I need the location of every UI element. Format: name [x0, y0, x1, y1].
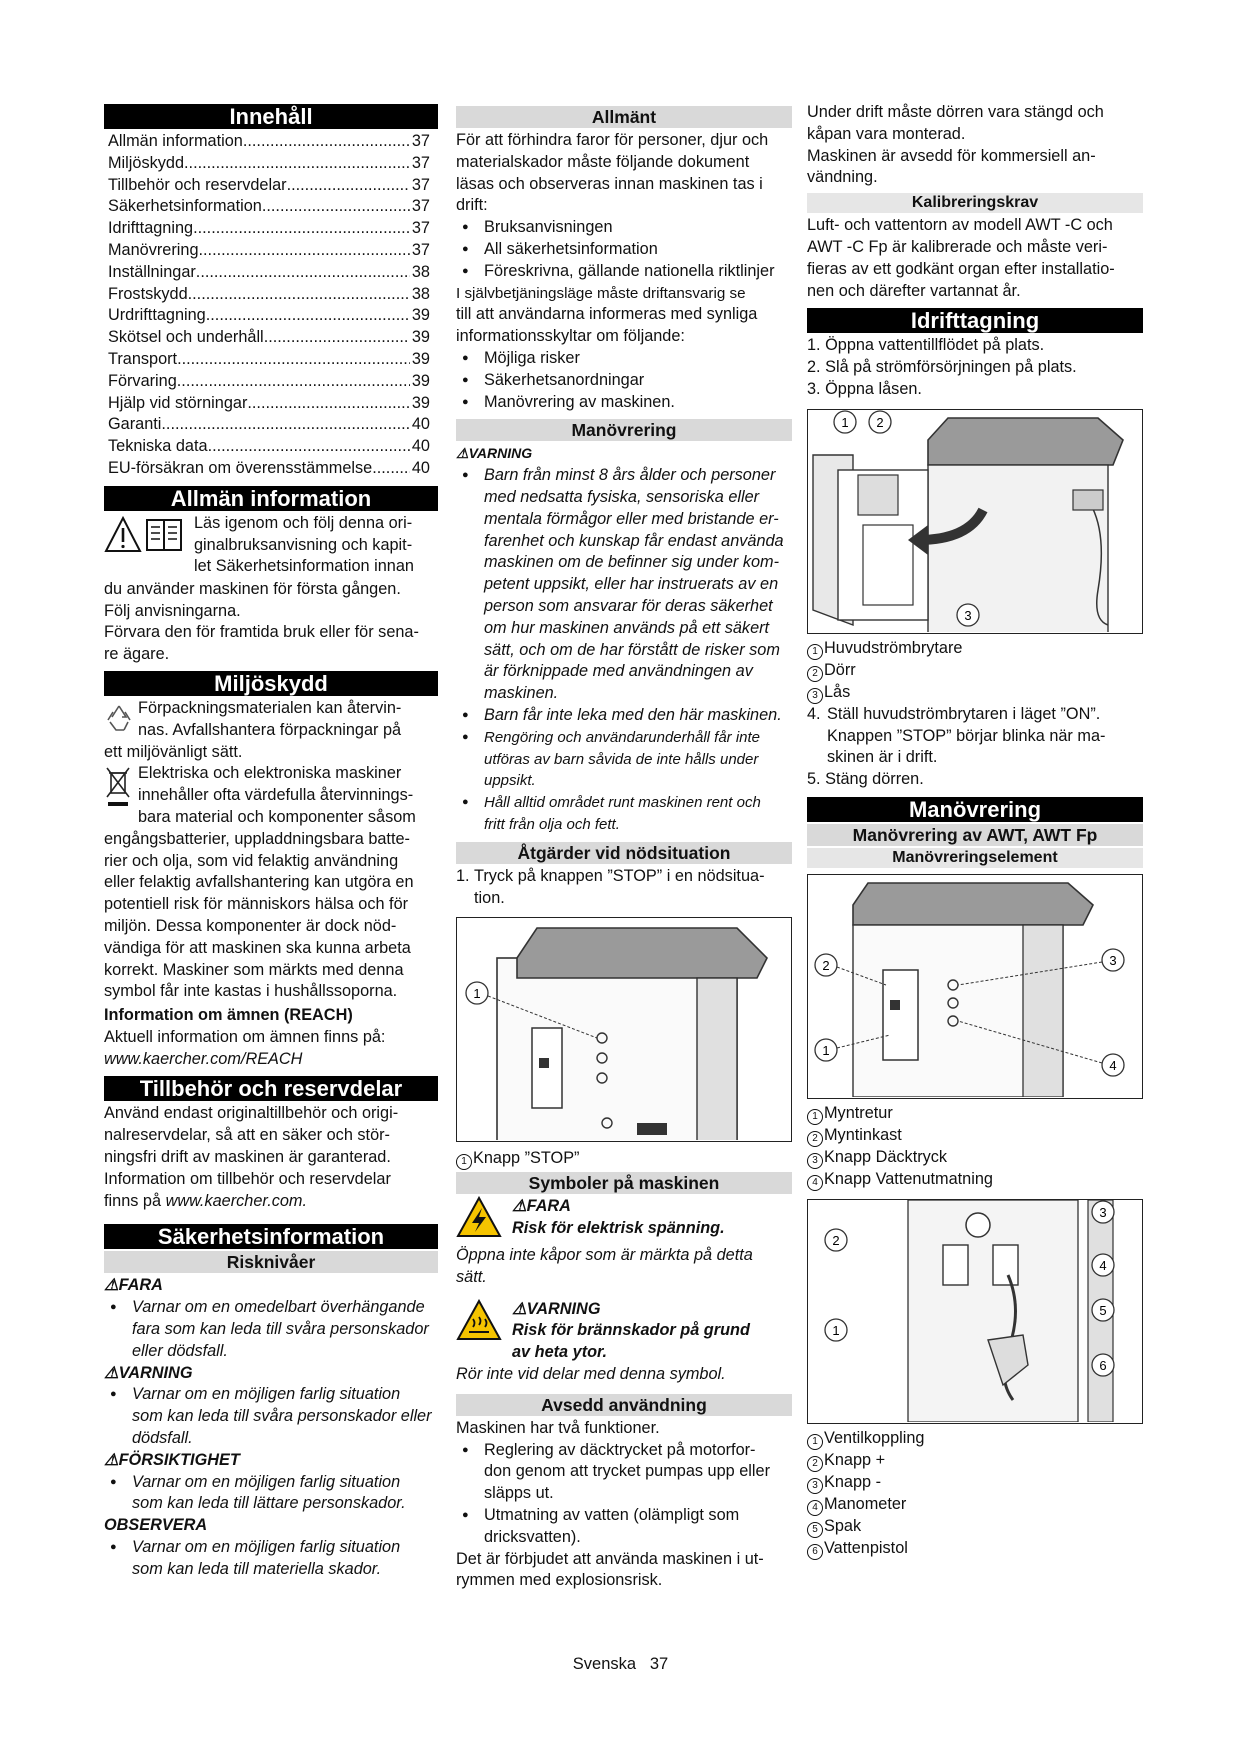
- toc-label: Transport: [108, 349, 178, 368]
- toc-leader: [262, 196, 410, 218]
- toc-label: Manövrering: [108, 240, 199, 259]
- toc-label: Frostskydd: [108, 284, 188, 303]
- bullet-item: [456, 1505, 792, 1549]
- toc-entry[interactable]: [104, 196, 438, 218]
- figure-caption-list: [807, 1428, 1143, 1560]
- text-line: Det är förbjudet att använda maskinen i ut-: [456, 1549, 764, 1568]
- numbered-step: [456, 866, 792, 910]
- callout-number: 2: [807, 1456, 823, 1472]
- text-line: maskinen.: [484, 684, 559, 703]
- bullet-item: [456, 1440, 792, 1505]
- bullet-item: ● Bruksanvisningen: [456, 217, 792, 239]
- figure-caption: [807, 1428, 1143, 1450]
- figure-caption: [807, 682, 1143, 704]
- figure-callout: 1: [832, 1322, 840, 1338]
- toc-leader: [184, 153, 410, 175]
- signal-label: VARNING: [526, 1299, 601, 1318]
- subheading-manovreringselement: Manövreringselement: [807, 848, 1143, 868]
- text-line: släpps ut.: [484, 1484, 554, 1503]
- caption-text: Knapp Däcktryck: [824, 1147, 948, 1166]
- toc-label: Tekniska data: [108, 437, 208, 456]
- caption-text: Ventilkoppling: [824, 1428, 925, 1447]
- toc-label: Tillbehör och reservdelar: [108, 175, 287, 194]
- text-line: som kan leda till svåra personskador eller: [132, 1407, 432, 1426]
- text-line: eller felaktig avfallshantering kan utgöra en: [104, 873, 414, 892]
- column-1: [104, 104, 438, 1581]
- toc-leader: [264, 327, 410, 349]
- callout-number: 5: [807, 1522, 823, 1538]
- toc-entry[interactable]: [104, 436, 438, 458]
- figure-callout: 2: [832, 1232, 840, 1248]
- text-line: ● Utmatning av vatten (olämpligt som: [484, 1506, 740, 1525]
- numbered-step: 5. Stäng dörren.: [807, 770, 924, 789]
- text-line: skinen är i drift.: [827, 748, 938, 767]
- text-line: innehåller ofta värdefulla återvinnings-: [138, 786, 414, 805]
- risk-text: Risk för elektrisk spänning.: [512, 1219, 725, 1238]
- figure-caption: [807, 1472, 1143, 1494]
- text-line: Använd endast originaltillbehör och origi-: [104, 1104, 399, 1123]
- caption-text: Knapp -: [824, 1472, 882, 1491]
- text-line: Information om tillbehör och reservdelar: [104, 1169, 391, 1188]
- text-line: bara material och komponenter såsom: [138, 807, 416, 826]
- callout-number: 1: [456, 1154, 472, 1170]
- toc-leader: [188, 284, 410, 306]
- callout-number: 3: [807, 688, 823, 704]
- figure-caption: [807, 1494, 1143, 1516]
- text-line: person som ansvarar för deras säkerhet: [484, 596, 773, 615]
- toc-page: 38: [411, 262, 430, 281]
- text-line: vändning.: [807, 168, 878, 187]
- caption-text: Knapp ”STOP”: [473, 1149, 580, 1168]
- text-line: ● Varnar om en möjligen farlig situation: [132, 1538, 401, 1557]
- toc-leader: [193, 218, 410, 240]
- caption-text: Dörr: [824, 660, 856, 679]
- toc-page: 38: [411, 284, 430, 303]
- toc-entry[interactable]: [104, 305, 438, 327]
- subheading-manovrering: Manövrering: [456, 419, 792, 441]
- text-line: ● Barn får inte leka med den här maskinen.: [484, 705, 782, 724]
- caption-text: Myntretur: [824, 1103, 893, 1122]
- warning-triangle-icon: ⚠: [104, 1363, 119, 1382]
- text-line: miljön. Dessa komponenter är dock nöd-: [104, 916, 397, 935]
- text-line: om hur maskinen används på ett säkert: [484, 618, 770, 637]
- text-line: I självbetjäningsläge måste driftansvarig se: [456, 284, 746, 302]
- toc-leader: [206, 305, 410, 327]
- toc-page: 37: [411, 197, 430, 216]
- text-line: let Säkerhetsinformation innan: [194, 557, 414, 576]
- caption-text: Knapp Vattenutmatning: [824, 1169, 993, 1188]
- toc-leader: [177, 371, 410, 393]
- toc-label: Miljöskydd: [108, 153, 185, 172]
- step-number: 1.: [456, 866, 470, 885]
- electric-hazard-icon: [456, 1196, 504, 1245]
- text-line: ningsfri drift av maskinen är garanterad.: [104, 1148, 391, 1167]
- caption-text: Lås: [824, 682, 851, 701]
- caption-text: Myntinkast: [824, 1125, 902, 1144]
- text-line: Ställ huvudströmbrytaren i läget ”ON”.: [827, 704, 1101, 723]
- toc-page: 39: [411, 371, 430, 390]
- toc-label: Urdrifttagning: [108, 306, 206, 325]
- numbered-step: 2. Slå på strömförsörjningen på plats.: [807, 358, 1077, 377]
- text-line: vändiga för att maskinen ska kunna arbeta: [104, 938, 411, 957]
- text-line: dödsfall.: [132, 1429, 193, 1448]
- text-line: Under drift måste dörren vara stängd och: [807, 103, 1104, 121]
- figure-callout: 4: [1099, 1257, 1107, 1273]
- subheading-manovrering-awt: Manövrering av AWT, AWT Fp: [807, 824, 1143, 846]
- text-line: du använder maskinen för första gången.: [104, 579, 401, 598]
- toc-entry[interactable]: [104, 175, 438, 197]
- toc-page: 37: [411, 132, 430, 150]
- page-footer: [0, 1655, 1241, 1674]
- subheading-risknivaer: Risknivåer: [104, 1251, 438, 1273]
- signal-label: FARA: [118, 1276, 163, 1295]
- text-line: farenhet och kunskap får endast använda: [484, 531, 784, 550]
- figure-callout: 2: [876, 414, 884, 430]
- column-3: [807, 102, 1143, 1560]
- toc-entry[interactable]: [104, 262, 438, 284]
- figure-callout: 6: [1099, 1357, 1107, 1373]
- allman-intro: [104, 513, 438, 579]
- text-line: eller dödsfall.: [132, 1341, 228, 1360]
- toc-entry[interactable]: [104, 393, 438, 415]
- callout-number: 3: [807, 1478, 823, 1494]
- figure-callout: 5: [1099, 1302, 1107, 1318]
- text-line: don genom att trycket pumpas upp eller: [484, 1462, 770, 1481]
- text-line: nas. Avfallshantera förpackningar på: [138, 720, 402, 739]
- section-heading-allman: Allmän information: [104, 486, 438, 511]
- text-line: ett miljövänligt sätt.: [104, 742, 243, 761]
- figure-callout: 3: [964, 607, 972, 623]
- figure-callout: 1: [841, 414, 849, 430]
- figure-caption: [807, 1103, 1143, 1125]
- figure-caption: [807, 638, 1143, 660]
- signal-observera: OBSERVERA: [104, 1516, 208, 1535]
- signal-varning: [104, 1363, 438, 1385]
- figure-caption: [807, 1125, 1143, 1147]
- callout-number: 1: [807, 644, 823, 660]
- callout-number: 2: [807, 666, 823, 682]
- risk-text: Risk för brännskador på grund: [512, 1321, 750, 1340]
- figure-caption: [807, 1450, 1143, 1472]
- text-line: AWT -C Fp är kalibrerade och måste veri-: [807, 237, 1108, 256]
- toc-page: 39: [411, 393, 430, 412]
- crossed-bin-icon: [104, 763, 138, 828]
- signal-varning: [456, 443, 792, 465]
- signal-fara: [512, 1196, 725, 1218]
- subheading-kalibrering: Kalibreringskrav: [807, 193, 1143, 213]
- text-line: Elektriska och elektroniska maskiner: [138, 764, 402, 783]
- toc-entry[interactable]: [104, 414, 438, 436]
- text-line: sätt.: [456, 1267, 487, 1286]
- warning-triangle-icon: ⚠: [512, 1197, 527, 1216]
- callout-number: 3: [807, 1153, 823, 1169]
- text-line: rier och olja, som vid felaktig användning: [104, 851, 399, 870]
- figure-control-elements: [807, 874, 1143, 1099]
- text-fragment: finns på: [104, 1191, 166, 1210]
- text-line: Följ anvisningarna.: [104, 601, 241, 620]
- figure-air-water-panel: [807, 1199, 1143, 1424]
- bullet-item: ● Säkerhetsanordningar: [456, 370, 792, 392]
- text-line: ● Barn från minst 8 års ålder och personer: [484, 466, 776, 485]
- numbered-step: 3. Öppna låsen.: [807, 379, 922, 398]
- toc-entry[interactable]: [104, 458, 438, 480]
- toc-page: 37: [411, 175, 430, 194]
- figure-caption: [807, 1538, 1143, 1560]
- text-line: informationsskyltar om följande:: [456, 327, 685, 346]
- hot-surface-icon: [456, 1299, 504, 1364]
- kaercher-link[interactable]: www.kaercher.com.: [165, 1191, 308, 1210]
- toc-page: 40: [411, 415, 430, 434]
- figure-callout: 4: [1109, 1057, 1117, 1073]
- recycling-icon: [104, 698, 138, 742]
- toc-entry[interactable]: [104, 371, 438, 393]
- figure-caption: [456, 1148, 792, 1170]
- bullet-item: ● All säkerhetsinformation: [456, 239, 792, 261]
- text-line: ● Håll alltid området runt maskinen rent och: [484, 794, 761, 812]
- figure-caption: [807, 1516, 1143, 1538]
- subheading-allmant: Allmänt: [456, 106, 792, 128]
- signal-fara: [104, 1275, 438, 1297]
- toc-page: 40: [411, 437, 430, 456]
- callout-number: 1: [807, 1109, 823, 1125]
- toc-page: 39: [411, 328, 430, 347]
- bullet-item: [456, 465, 792, 705]
- figure-callout: 3: [1109, 952, 1117, 968]
- text-line: ginalbruksanvisning och kapit-: [194, 535, 413, 554]
- toc-entry[interactable]: [104, 153, 438, 175]
- bullet-item: [104, 1472, 438, 1516]
- text-line: symbol får inte kastas i hushållssoporna.: [104, 982, 398, 1001]
- figure-callout: 3: [1099, 1204, 1107, 1220]
- text-line: sätt, och om de har förstått de risker som: [484, 640, 780, 659]
- text-line: Knappen ”STOP” börjar blinka när ma-: [827, 726, 1106, 745]
- toc-label: Skötsel och underhåll: [108, 328, 264, 347]
- toc-entry[interactable]: [104, 284, 438, 306]
- read-manual-icon: [104, 513, 194, 579]
- text-line: maskinen om de befinner sig under kom-: [484, 553, 780, 572]
- bullet-item: ● Föreskrivna, gällande nationella riktlinjer: [456, 261, 792, 283]
- warning-triangle-icon: ⚠: [104, 1276, 119, 1295]
- signal-label: FARA: [526, 1197, 571, 1216]
- text-line: Maskinen har två funktioner.: [456, 1418, 660, 1437]
- text-line: kåpan vara monterad.: [807, 124, 966, 143]
- text-line: rymmen med explosionsrisk.: [456, 1571, 663, 1590]
- text-line: Läs igenom och följ denna ori-: [194, 513, 413, 532]
- text-line: fritt från olja och fett.: [484, 815, 620, 833]
- text-line: nalreservdelar, så att en säker och stör-: [104, 1126, 390, 1145]
- figure-stop-button: [456, 917, 792, 1142]
- warning-triangle-icon: ⚠: [104, 1450, 119, 1469]
- text-line: fara som kan leda till svåra personskador: [132, 1320, 429, 1339]
- toc-page: 37: [411, 153, 430, 172]
- miljo-weee: [104, 763, 438, 828]
- toc-entry[interactable]: [104, 131, 438, 153]
- subheading-symboler: Symboler på maskinen: [456, 1172, 792, 1194]
- bullet-item: [456, 705, 792, 727]
- bullet-item: ● Manövrering av maskinen.: [456, 392, 792, 414]
- text-line: ● Reglering av däcktrycket på motorfor-: [484, 1440, 756, 1459]
- text-line: Maskinen är avsedd för kommersiell an-: [807, 146, 1096, 165]
- text-line: För att förhindra faror för personer, djur och: [456, 131, 769, 149]
- signal-label: VARNING: [468, 445, 533, 462]
- section-heading-tillbehor: Tillbehör och reservdelar: [104, 1076, 438, 1101]
- text-line: korrekt. Maskiner som märkts med denna: [104, 960, 404, 979]
- toc-label: Inställningar: [108, 262, 196, 281]
- figure-caption: [807, 1169, 1143, 1191]
- text-line: engångsbatterier, uppladdningsbara batte-: [104, 829, 410, 848]
- toc-label: Idrifttagning: [108, 219, 194, 238]
- caption-text: Manometer: [824, 1494, 907, 1513]
- toc-leader: [372, 458, 410, 480]
- text-line: uppsikt.: [484, 772, 536, 790]
- reach-link[interactable]: www.kaercher.com/REACH: [104, 1049, 303, 1068]
- bullet-item: [456, 792, 792, 836]
- caption-text: Spak: [824, 1516, 862, 1535]
- varning-warning-block: [456, 1299, 792, 1364]
- figure-open-door: [807, 409, 1143, 634]
- signal-forsiktighet: [104, 1450, 438, 1472]
- text-line: ● Varnar om en omedelbart överhängande: [132, 1298, 425, 1317]
- figure-callout: 1: [822, 1042, 830, 1058]
- table-of-contents: [104, 131, 438, 480]
- text-line: ● Varnar om en möjligen farlig situation: [132, 1472, 401, 1491]
- subheading-nodsituation: Åtgärder vid nödsituation: [456, 842, 792, 864]
- toc-label: EU-försäkran om överensstämmelse: [108, 458, 373, 477]
- text-line: Tryck på knappen ”STOP” i en nödsitua-: [474, 866, 765, 885]
- callout-number: 4: [807, 1175, 823, 1191]
- toc-page: 40: [411, 458, 430, 477]
- section-heading-idrifttagning: Idrifttagning: [807, 308, 1143, 333]
- toc-label: Hjälp vid störningar: [108, 393, 248, 412]
- toc-page: 39: [411, 349, 430, 368]
- text-line: nen och därefter vartannat år.: [807, 281, 1021, 300]
- text-line: mentala förmågor eller med bristande er-: [484, 509, 779, 528]
- toc-leader: [177, 349, 410, 371]
- toc-page: 37: [411, 219, 430, 238]
- toc-label: Allmän information: [108, 132, 243, 150]
- bullet-item: ● Möjliga risker: [456, 348, 792, 370]
- figure-callout: 2: [822, 957, 830, 973]
- toc-leader: [161, 414, 409, 436]
- toc-entry[interactable]: [104, 349, 438, 371]
- text-line: Öppna inte kåpor som är märkta på detta: [456, 1246, 753, 1265]
- text-line: läsas och observeras innan maskinen tas i: [456, 174, 763, 193]
- toc-heading: Innehåll: [104, 104, 438, 129]
- text-line: utföras av barn såvida de inte hålls under: [484, 750, 759, 768]
- text-line: till att användarna informeras med synliga: [456, 305, 758, 324]
- figure-caption-list: [807, 638, 1143, 704]
- text-line: ● Rengöring och användarunderhåll får inte: [484, 728, 761, 746]
- text-line: Förpackningsmaterialen kan återvin-: [138, 698, 402, 717]
- text-line: som kan leda till lättare personskador.: [132, 1494, 406, 1513]
- step-number: 4.: [807, 704, 821, 723]
- text-line: Förvara den för framtida bruk eller för sena-: [104, 623, 419, 642]
- caption-text: Huvudströmbrytare: [824, 638, 963, 657]
- text-line: tion.: [474, 888, 505, 907]
- toc-leader: [208, 436, 410, 458]
- section-heading-miljo: Miljöskydd: [104, 671, 438, 696]
- text-line: Rör inte vid delar med denna symbol.: [456, 1365, 726, 1384]
- callout-number: 6: [807, 1544, 823, 1560]
- fara-warning-block: [456, 1196, 792, 1245]
- warning-triangle-icon: ⚠: [456, 445, 469, 462]
- figure-caption-list: [807, 1103, 1143, 1191]
- toc-entry[interactable]: [104, 327, 438, 349]
- callout-number: 4: [807, 1500, 823, 1516]
- figure-callout: 1: [473, 986, 481, 1002]
- toc-label: Säkerhetsinformation: [108, 197, 262, 216]
- text-line: som kan leda till materiella skador.: [132, 1559, 382, 1578]
- signal-label: FÖRSIKTIGHET: [118, 1450, 240, 1469]
- miljo-packaging: [104, 698, 438, 742]
- toc-leader: [287, 175, 410, 197]
- toc-leader: [199, 240, 410, 262]
- caption-text: Vattenpistol: [824, 1538, 908, 1557]
- text-line: petent uppsikt, eller har instruerats av en: [484, 575, 779, 594]
- toc-leader: [247, 393, 410, 415]
- text-line: materialskador måste följande dokument: [456, 152, 750, 171]
- text-line: fieras av ett godkänt organ efter installatio-: [807, 259, 1115, 278]
- risk-text: av heta ytor.: [512, 1343, 608, 1362]
- figure-caption: [807, 1147, 1143, 1169]
- toc-leader: [196, 262, 410, 284]
- warning-triangle-icon: ⚠: [512, 1299, 527, 1318]
- toc-label: Garanti: [108, 415, 162, 434]
- figure-caption: [807, 660, 1143, 682]
- text-line: Luft- och vattentorn av modell AWT -C och: [807, 216, 1113, 235]
- toc-leader: [243, 131, 410, 153]
- toc-entry[interactable]: [104, 218, 438, 240]
- toc-entry[interactable]: [104, 240, 438, 262]
- toc-page: 37: [411, 240, 430, 259]
- section-heading-manovrering: Manövrering: [807, 797, 1143, 822]
- subheading-avsedd: Avsedd användning: [456, 1394, 792, 1416]
- signal-varning: [512, 1299, 750, 1321]
- bullet-item: [104, 1384, 438, 1449]
- footer-language: Svenska: [572, 1655, 637, 1673]
- toc-page: 39: [411, 306, 430, 325]
- text-line: Aktuell information om ämnen finns på:: [104, 1027, 386, 1046]
- bullet-item: [456, 727, 792, 792]
- text-line: [104, 1191, 438, 1213]
- numbered-step: 1. Öppna vattentillflödet på plats.: [807, 336, 1045, 355]
- text-line: re ägare.: [104, 645, 170, 664]
- text-line: drift:: [456, 196, 488, 215]
- column-2: [456, 104, 792, 1592]
- section-heading-sakerhet: Säkerhetsinformation: [104, 1224, 438, 1249]
- numbered-step: [807, 704, 1143, 769]
- text-line: är förknippade med användningen av: [484, 662, 753, 681]
- signal-label: VARNING: [118, 1363, 193, 1382]
- bullet-item: [104, 1537, 438, 1581]
- caption-text: Knapp +: [824, 1450, 886, 1469]
- reach-heading: Information om ämnen (REACH): [104, 1006, 353, 1025]
- text-line: med nedsatta fysiska, sensoriska eller: [484, 487, 760, 506]
- bullet-item: [104, 1297, 438, 1362]
- text-line: potentiell risk för människors hälsa och för: [104, 895, 409, 914]
- text-line: dricksvatten).: [484, 1527, 581, 1546]
- callout-number: 1: [807, 1434, 823, 1450]
- page-number: 37: [649, 1655, 669, 1673]
- toc-label: Förvaring: [108, 371, 177, 390]
- callout-number: 2: [807, 1131, 823, 1147]
- text-line: ● Varnar om en möjligen farlig situation: [132, 1385, 401, 1404]
